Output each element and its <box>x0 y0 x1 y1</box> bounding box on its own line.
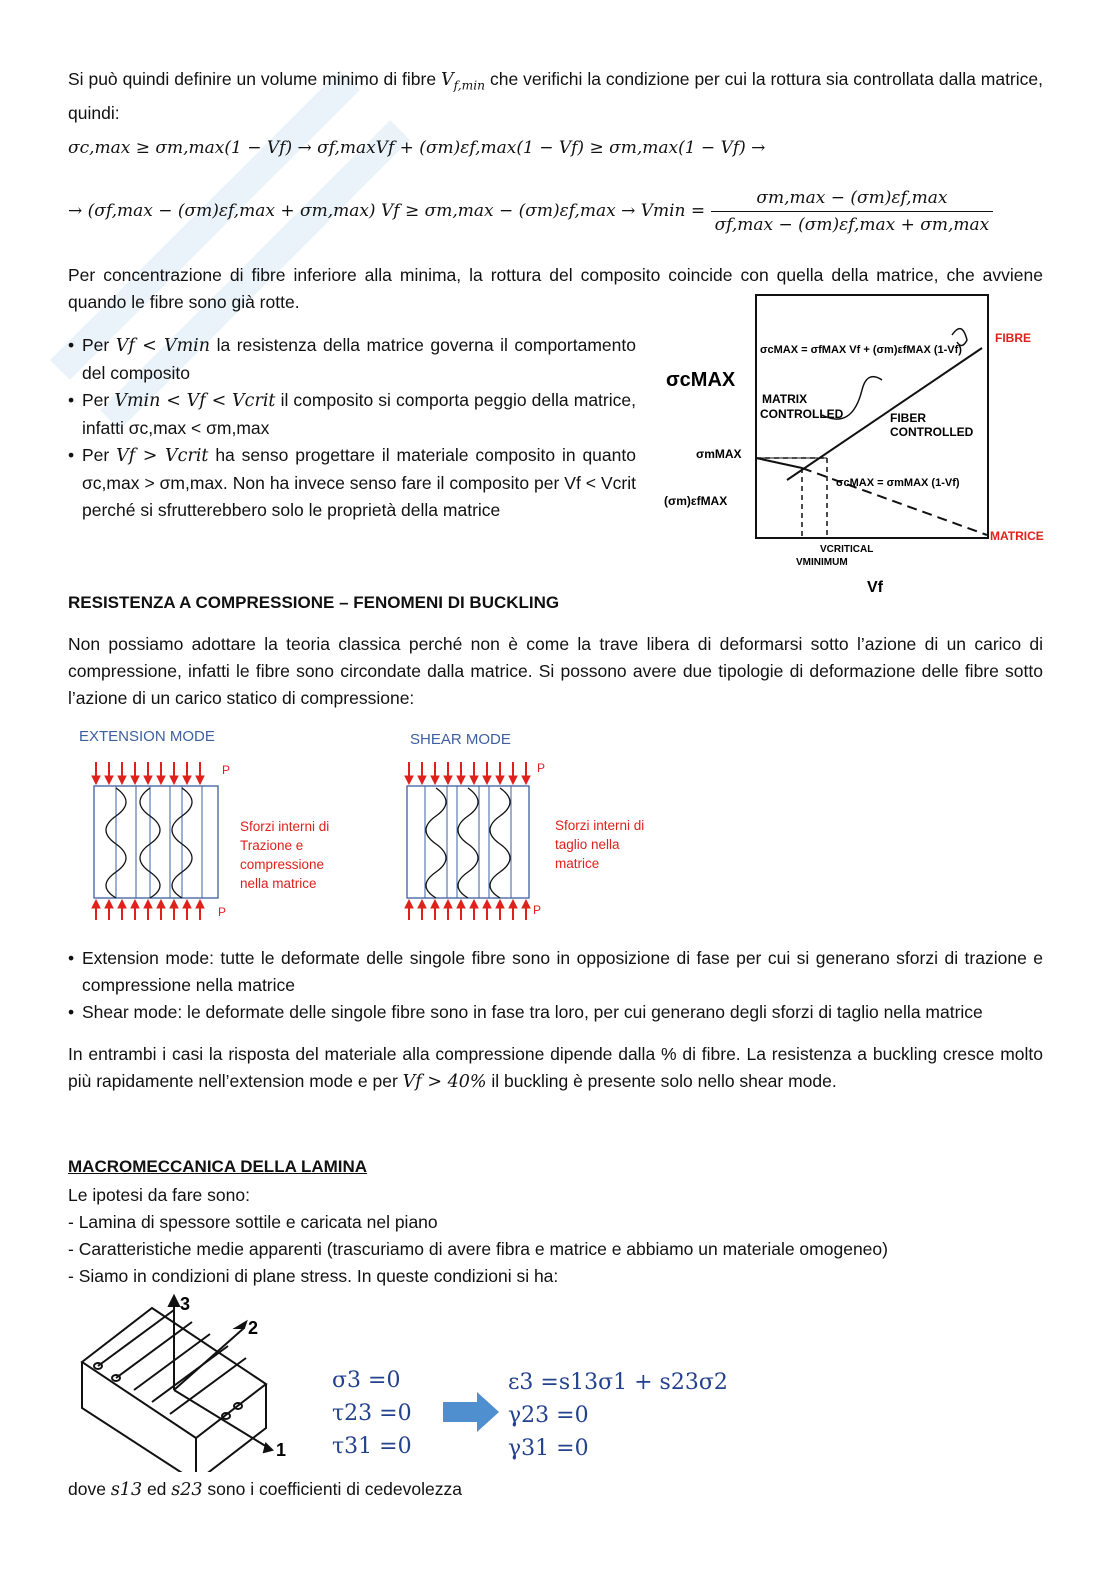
fiber-wave <box>458 788 478 898</box>
equation-1: σc,max ≥ σm,max(1 − Vf) → σf,maxVf + (σm)εf,max(1 − Vf) ≥ σm,max(1 − Vf) → <box>68 138 766 158</box>
list-item: • Per Vf > Vcrit ha senso progettare il materiale composito in quanto σc,max > σm,max. Non ha invece senso fare il composito per Vf < Vcrit perché si sfrutterebbero solo le proprietà della matrice <box>68 442 636 524</box>
sigma3-equation: σ3 =0 <box>332 1368 401 1393</box>
extension-mode-title: EXTENSION MODE <box>79 728 215 745</box>
top-load-arrows <box>92 762 204 784</box>
fiber-wave <box>490 788 510 898</box>
compliance-note: dove s13 ed s23 sono i coefficienti di cedevolezza <box>68 1479 462 1500</box>
intro-paragraph: Si può quindi definire un volume minimo di fibre $V_{f,min}$ che verifichi la condizione per cui la rottura sia controllata dalla matrice, quindi: <box>68 69 1043 123</box>
matrix-equation-label: σcMAX = σmMAX (1-Vf) <box>836 477 960 489</box>
matrice-label: MATRICE <box>990 529 1044 543</box>
lamina-sketch <box>76 1292 306 1472</box>
plane-stress-equations <box>332 1364 412 1463</box>
load-label-top: P <box>537 761 546 775</box>
axis-2-label: 2 <box>248 1318 259 1338</box>
list-item: - Siamo in condizioni di plane stress. In queste condizioni si ha: <box>68 1266 559 1286</box>
tau31-equation: τ31 =0 <box>332 1434 412 1459</box>
load-label-bottom: P <box>533 903 542 917</box>
axis-1-label: 1 <box>276 1440 287 1460</box>
sigma-m-eps-label: (σm)εfMAX <box>664 494 728 508</box>
axis-3-label: 3 <box>180 1294 191 1314</box>
strength-vf-chart <box>662 290 1052 605</box>
matrix-controlled-label: MATRIX <box>762 392 808 406</box>
fiber-wave <box>426 788 446 898</box>
matrix-line-solid <box>756 458 802 468</box>
equation-2: → (σf,max − (σm)εf,max + σm,max) Vf ≥ σm,max − (σm)εf,max → Vmin = $\frac{\sigma m,\max - (\sigma m)\varepsilon f,\max}{\sigma f,\max - (\sigma m)\varepsilon f,\max + \sigma m,\max}$ <box>68 188 993 235</box>
fibre-pointer <box>952 329 967 346</box>
list-item: - Caratteristiche medie apparenti (trascuriamo di avere fibra e matrice e abbiamo un materiale omogeneo) <box>68 1239 888 1259</box>
bottom-load-arrows <box>92 900 204 920</box>
load-label-top: P <box>222 763 231 777</box>
x-axis-label: Vf <box>867 579 883 596</box>
buckling-paragraph: Non possiamo adottare la teoria classica perché non è come la trave libera di deformarsi sotto l’azione di un carico di compressione, infatti le fibre sono circondate dalla matrice. Si possono avere due tipologie di deformazione delle fibre sotto l’azione di un carico statico di compressione: <box>68 634 1043 708</box>
y-axis-label: σcMAX <box>666 369 736 391</box>
lamina-intro: Le ipotesi da fare sono: <box>68 1185 250 1205</box>
bottom-load-arrows <box>405 900 530 920</box>
tau23-equation: τ23 =0 <box>332 1401 412 1426</box>
vmin-fraction: $\frac{\sigma m,\max - (\sigma m)\varepsilon f,\max}{\sigma f,\max - (\sigma m)\varepsilon f,\max + \sigma m,\max}$ <box>711 188 994 235</box>
fiber-controlled-full: CONTROLLED <box>890 425 974 439</box>
v-critical-label: VCRITICAL <box>820 544 874 555</box>
extension-note: Sforzi interni di Trazione e compressione nella matrice <box>240 819 330 891</box>
arrow-right-icon <box>443 1392 499 1432</box>
block-side-face <box>196 1384 266 1472</box>
matrix-controlled-full: CONTROLLED <box>760 407 844 421</box>
v-minimum-label: VMINIMUM <box>796 557 848 568</box>
extension-mode-diagram <box>88 758 238 923</box>
concentration-paragraph: Per concentrazione di fibre inferiore alla minima, la rottura del composito coincide con quella della matrice, che avviene quando le fibre sono già rotte. <box>68 265 1043 312</box>
shear-mode-diagram <box>401 758 551 923</box>
list-item: • Per Vf < Vmin la resistenza della matrice governa il comportamento del composito <box>68 332 636 387</box>
buckling-heading: RESISTENZA A COMPRESSIONE – FENOMENI DI BUCKLING <box>68 593 560 612</box>
fiber-controlled-label: FIBER <box>890 411 926 425</box>
epsilon3-equation: ε3 =s13σ1 + s23σ2 <box>508 1370 728 1395</box>
list-item: • Per Vmin < Vf < Vcrit il composito si comporta peggio della matrice, infatti σc,max < σm,max <box>68 387 636 442</box>
shear-mode-title: SHEAR MODE <box>410 731 511 748</box>
block-front-face <box>82 1362 196 1472</box>
fibre-equation-label: σcMAX = σfMAX Vf + (σm)εfMAX (1-Vf) <box>760 344 962 356</box>
gamma23-equation: γ23 =0 <box>508 1403 589 1428</box>
gamma31-equation: γ31 =0 <box>508 1436 589 1461</box>
vf-bullet-list <box>68 332 636 524</box>
sigma-m-max-label: σmMAX <box>696 447 742 461</box>
lamina-hypotheses <box>68 1182 1043 1290</box>
shear-note: Sforzi interni di taglio nella matrice <box>555 818 645 871</box>
list-item: • Shear mode: le deformate delle singole fibre sono in fase tra loro, per cui generano degli sforzi di taglio nella matrice <box>68 999 1043 1026</box>
buckling-closing-paragraph: In entrambi i casi la risposta del materiale alla compressione dipende dalla % di fibre. La resistenza a buckling cresce molto più rapidamente nell’extension mode e per Vf > 40% il buckling è presente solo nello shear mode. <box>68 1044 1043 1092</box>
strain-equations <box>508 1366 728 1465</box>
mode-bullet-list <box>68 945 1043 1026</box>
fibre-label: FIBRE <box>995 331 1031 345</box>
list-item: • Extension mode: tutte le deformate delle singole fibre sono in opposizione di fase per cui si generano sforzi di trazione e compressione nella matrice <box>68 945 1043 999</box>
top-load-arrows <box>405 762 530 784</box>
list-item: - Lamina di spessore sottile e caricata nel piano <box>68 1212 438 1232</box>
load-label-bottom: P <box>218 905 227 919</box>
lamina-heading: MACROMECCANICA DELLA LAMINA <box>68 1157 368 1176</box>
